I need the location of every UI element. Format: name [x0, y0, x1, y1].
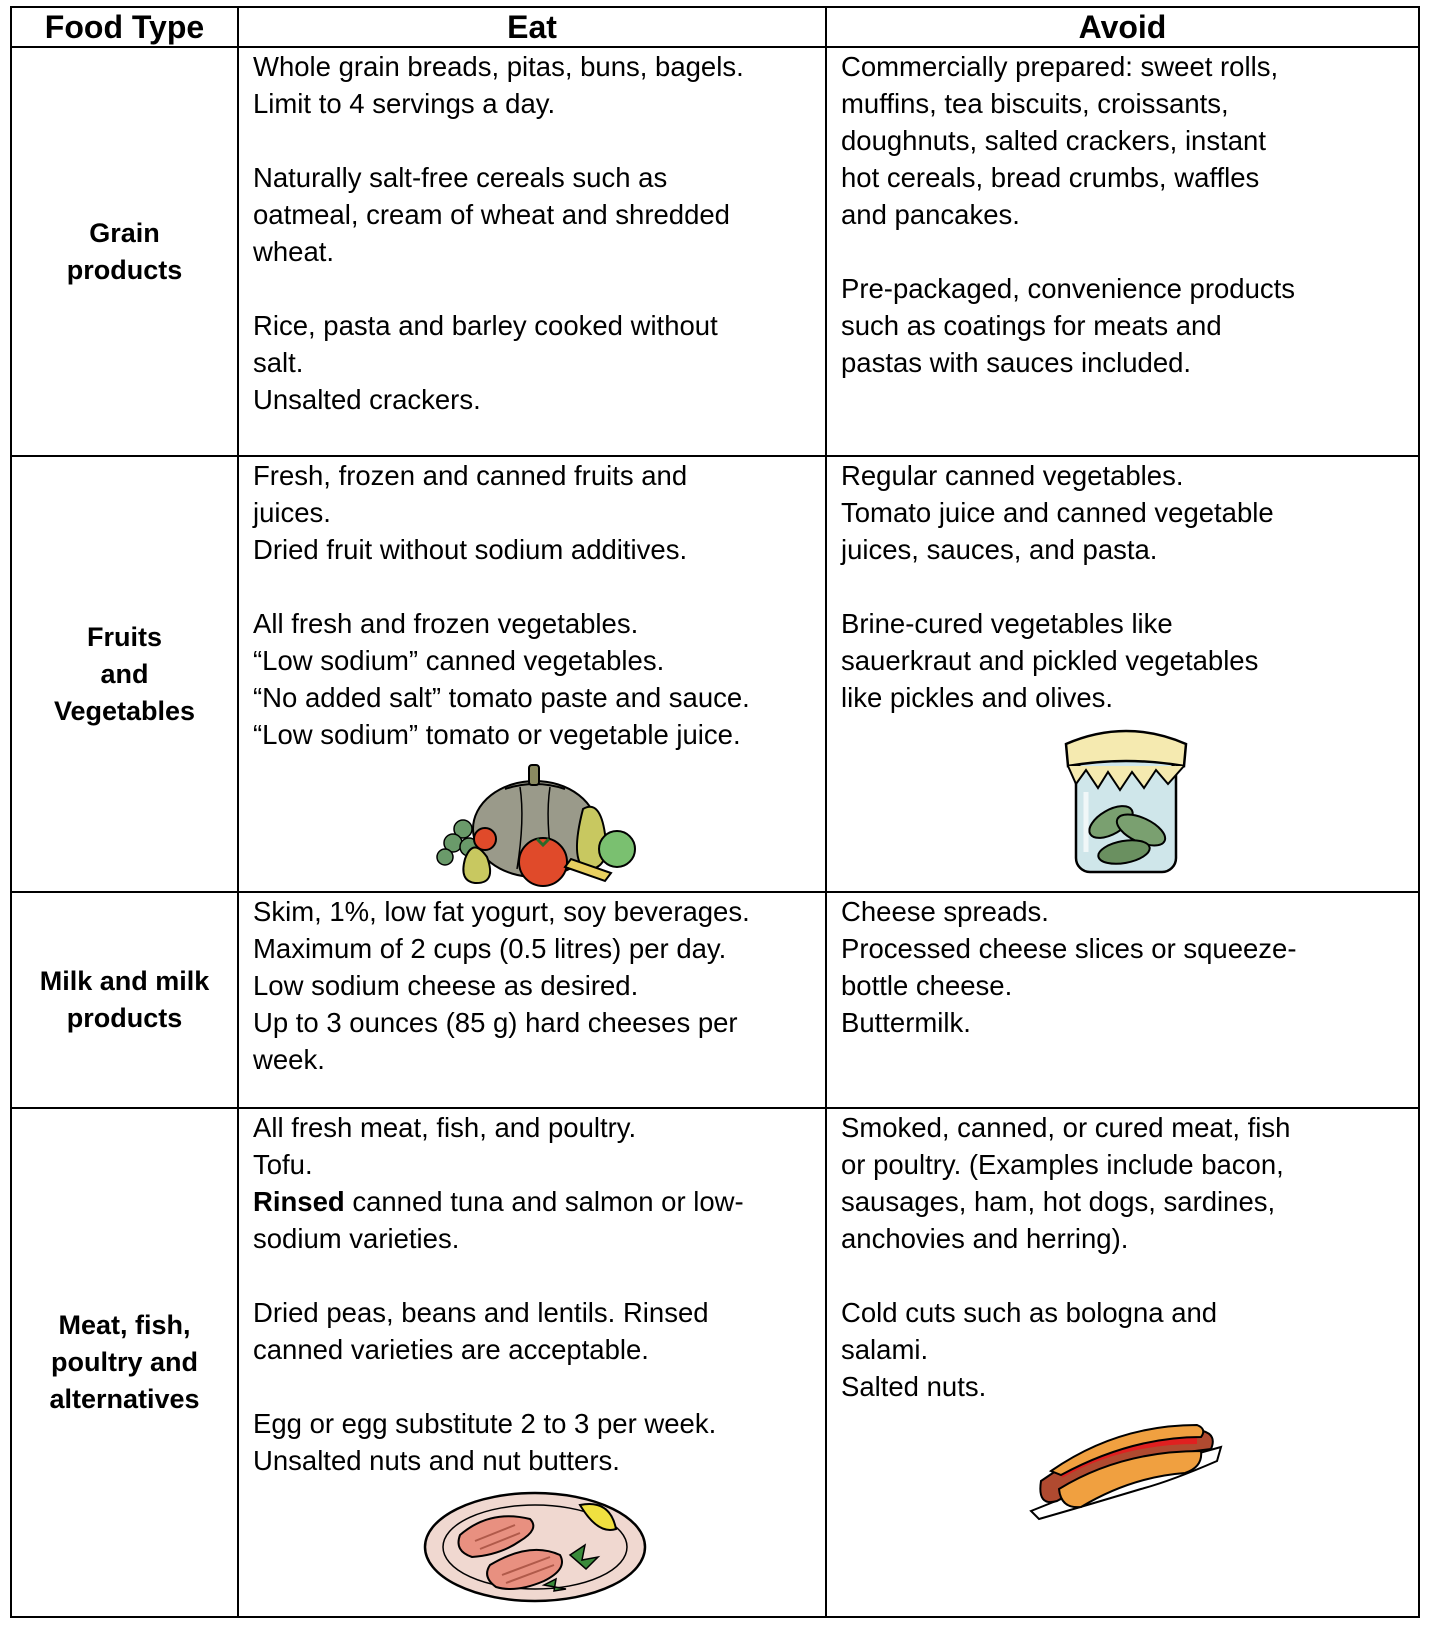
paragraph: [841, 1109, 1410, 1257]
text-line: Cold cuts such as bologna and: [841, 1297, 1218, 1328]
paragraph: [253, 457, 817, 568]
low-sodium-food-table: [10, 6, 1420, 1618]
food-type-line: poultry and: [51, 1347, 198, 1377]
text-line: salt.: [253, 347, 304, 378]
salmon-plate-icon: [420, 1485, 650, 1605]
text-line: Brine-cured vegetables like: [841, 608, 1173, 639]
paragraph: [253, 605, 817, 753]
text-line: Limit to 4 servings a day.: [253, 88, 556, 119]
header-eat: Eat: [238, 7, 826, 47]
text-line: Unsalted nuts and nut butters.: [253, 1445, 620, 1476]
text-line: Commercially prepared: sweet rolls,: [841, 51, 1279, 82]
text-line: Rice, pasta and barley cooked without: [253, 310, 718, 341]
text-line: Fresh, frozen and canned fruits and: [253, 460, 688, 491]
text-line: “Low sodium” tomato or vegetable juice.: [253, 719, 741, 750]
text-line: Tomato juice and canned vegetable: [841, 497, 1274, 528]
text-line: wheat.: [253, 236, 335, 267]
avoid-cell-milk: [826, 892, 1419, 1108]
avoid-cell-meat: [826, 1108, 1419, 1617]
text-line: Smoked, canned, or cured meat, fish: [841, 1112, 1291, 1143]
text-line: Whole grain breads, pitas, buns, bagels.: [253, 51, 744, 82]
text-line: Pre-packaged, convenience products: [841, 273, 1296, 304]
food-type-line: Milk and milk: [39, 966, 210, 996]
text-line: juices, sauces, and pasta.: [841, 534, 1158, 565]
paragraph: [253, 1109, 817, 1257]
text-line: hot cereals, bread crumbs, waffles: [841, 162, 1260, 193]
food-type-line: products: [66, 254, 183, 285]
food-type-line: alternatives: [49, 1384, 200, 1414]
paragraph: [253, 48, 817, 122]
text-line: Buttermilk.: [841, 1007, 971, 1038]
text-run: canned tuna and salmon or low-: [344, 1186, 744, 1217]
paragraph: [841, 457, 1410, 568]
food-type-line: and: [100, 658, 149, 689]
text-line: doughnuts, salted crackers, instant: [841, 125, 1266, 156]
text-line: or poultry. (Examples include bacon,: [841, 1149, 1284, 1180]
paragraph: [253, 893, 817, 1078]
pickle-jar-icon: [1046, 722, 1206, 880]
text-line: Egg or egg substitute 2 to 3 per week.: [253, 1408, 717, 1439]
table-row-meat: [11, 1108, 1419, 1617]
table-row-grain: [11, 47, 1419, 456]
paragraph: [253, 1405, 817, 1479]
text-line: canned varieties are acceptable.: [253, 1334, 649, 1365]
food-type-line: products: [66, 1003, 183, 1033]
food-type-grain: [11, 47, 238, 456]
eat-cell-milk: [238, 892, 826, 1108]
text-line: Unsalted crackers.: [253, 384, 481, 415]
text-line: like pickles and olives.: [841, 682, 1114, 713]
avoid-cell-grain: [826, 47, 1419, 456]
food-type-line: Fruits: [86, 621, 162, 652]
paragraph: [841, 605, 1410, 716]
eat-cell-grain: [238, 47, 826, 456]
paragraph: [841, 893, 1410, 1041]
text-line: salami.: [841, 1334, 929, 1365]
text-line: week.: [253, 1044, 325, 1075]
eat-cell-fruits-vegetables: [238, 456, 826, 892]
food-type-fruits-vegetables: [11, 456, 238, 892]
text-line: Dried peas, beans and lentils. Rinsed: [253, 1297, 709, 1328]
food-type-line: Grain: [89, 217, 160, 248]
text-line: oatmeal, cream of wheat and shredded: [253, 199, 730, 230]
header-food-type: Food Type: [11, 7, 238, 47]
paragraph: [841, 270, 1410, 381]
text-line: bottle cheese.: [841, 970, 1013, 1001]
text-line: pastas with sauces included.: [841, 347, 1192, 378]
text-line: Dried fruit without sodium additives.: [253, 534, 688, 565]
text-line: Skim, 1%, low fat yogurt, soy beverages.: [253, 896, 750, 927]
paragraph: [253, 159, 817, 270]
text-line: sausages, ham, hot dogs, sardines,: [841, 1186, 1276, 1217]
avoid-cell-fruits-vegetables: [826, 456, 1419, 892]
text-line: Naturally salt-free cereals such as: [253, 162, 668, 193]
text-line: “No added salt” tomato paste and sauce.: [253, 682, 750, 713]
text-line: Regular canned vegetables.: [841, 460, 1184, 491]
text-line: muffins, tea biscuits, croissants,: [841, 88, 1229, 119]
text-line: All fresh and frozen vegetables.: [253, 608, 639, 639]
text-line: anchovies and herring).: [841, 1223, 1129, 1254]
header-avoid: Avoid: [826, 7, 1419, 47]
text-line: [253, 1183, 817, 1220]
food-type-line: Vegetables: [53, 695, 196, 726]
text-line: “Low sodium” canned vegetables.: [253, 645, 665, 676]
text-line: Cheese spreads.: [841, 896, 1049, 927]
fruit-and-vegetables-icon: [425, 759, 645, 889]
emphasis-rinsed: Rinsed: [253, 1186, 345, 1217]
text-line: Low sodium cheese as desired.: [253, 970, 639, 1001]
text-line: juices.: [253, 497, 331, 528]
table-row-fruits-vegetables: [11, 456, 1419, 892]
food-type-line: Meat, fish,: [58, 1310, 191, 1340]
header-row: [11, 7, 1419, 47]
text-line: Tofu.: [253, 1149, 313, 1180]
text-line: sauerkraut and pickled vegetables: [841, 645, 1259, 676]
text-line: such as coatings for meats and: [841, 310, 1222, 341]
eat-cell-meat: [238, 1108, 826, 1617]
text-line: Processed cheese slices or squeeze-: [841, 933, 1297, 964]
text-line: Salted nuts.: [841, 1371, 987, 1402]
paragraph: [253, 1294, 817, 1368]
paragraph: [253, 307, 817, 418]
paragraph: [841, 48, 1410, 233]
hot-dog-icon: [1021, 1411, 1231, 1521]
text-line: sodium varieties.: [253, 1223, 460, 1254]
food-type-milk: [11, 892, 238, 1108]
food-type-meat: [11, 1108, 238, 1617]
text-line: All fresh meat, fish, and poultry.: [253, 1112, 637, 1143]
text-line: and pancakes.: [841, 199, 1020, 230]
text-line: Up to 3 ounces (85 g) hard cheeses per: [253, 1007, 738, 1038]
text-line: Maximum of 2 cups (0.5 litres) per day.: [253, 933, 727, 964]
paragraph: [841, 1294, 1410, 1405]
table-row-milk: [11, 892, 1419, 1108]
